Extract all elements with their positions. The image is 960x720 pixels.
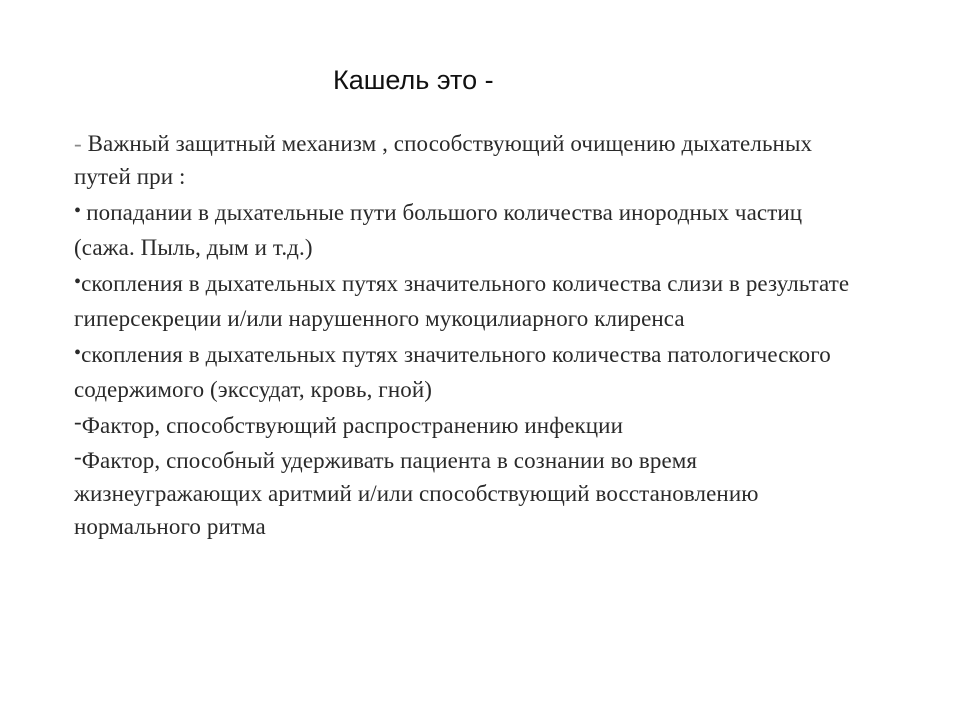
bullet-marker: • [74,342,82,364]
list-item-text: Фактор, способствующий распространению инфекции [81,413,624,438]
list-item-text: скопления в дыхательных путях значительного количества патологического содержимого (экссудат, кровь, гной) [74,342,831,402]
list-item [74,196,864,264]
list-item-text: Важный защитный механизм , способствующий очищению дыхательных путей при : [74,131,813,189]
dash-marker: - [74,444,82,469]
list-item [74,267,864,335]
list-item-text: скопления в дыхательных путях значительного количества слизи в результате гиперсекреции и/или нарушенного мукоцилиарного клиренса [74,271,850,331]
list-item-text: Фактор, способный удерживать пациента в сознании во время жизнеугражающих аритмий и/или способствующий восстановлению нормального ритма [74,448,759,539]
list-item [74,444,864,543]
slide-content [74,127,864,546]
list-item [74,338,864,406]
dash-marker: - [74,131,88,156]
list-item [74,409,864,442]
bullet-marker: • [74,271,82,293]
list-item-text: попадании в дыхательные пути большого количества инородных частиц (сажа. Пыль, дым и т.д.) [74,200,803,260]
dash-marker: - [74,409,82,434]
list-item [74,127,864,193]
slide-title: Кашель это - [333,65,494,95]
bullet-marker: • [74,200,87,222]
